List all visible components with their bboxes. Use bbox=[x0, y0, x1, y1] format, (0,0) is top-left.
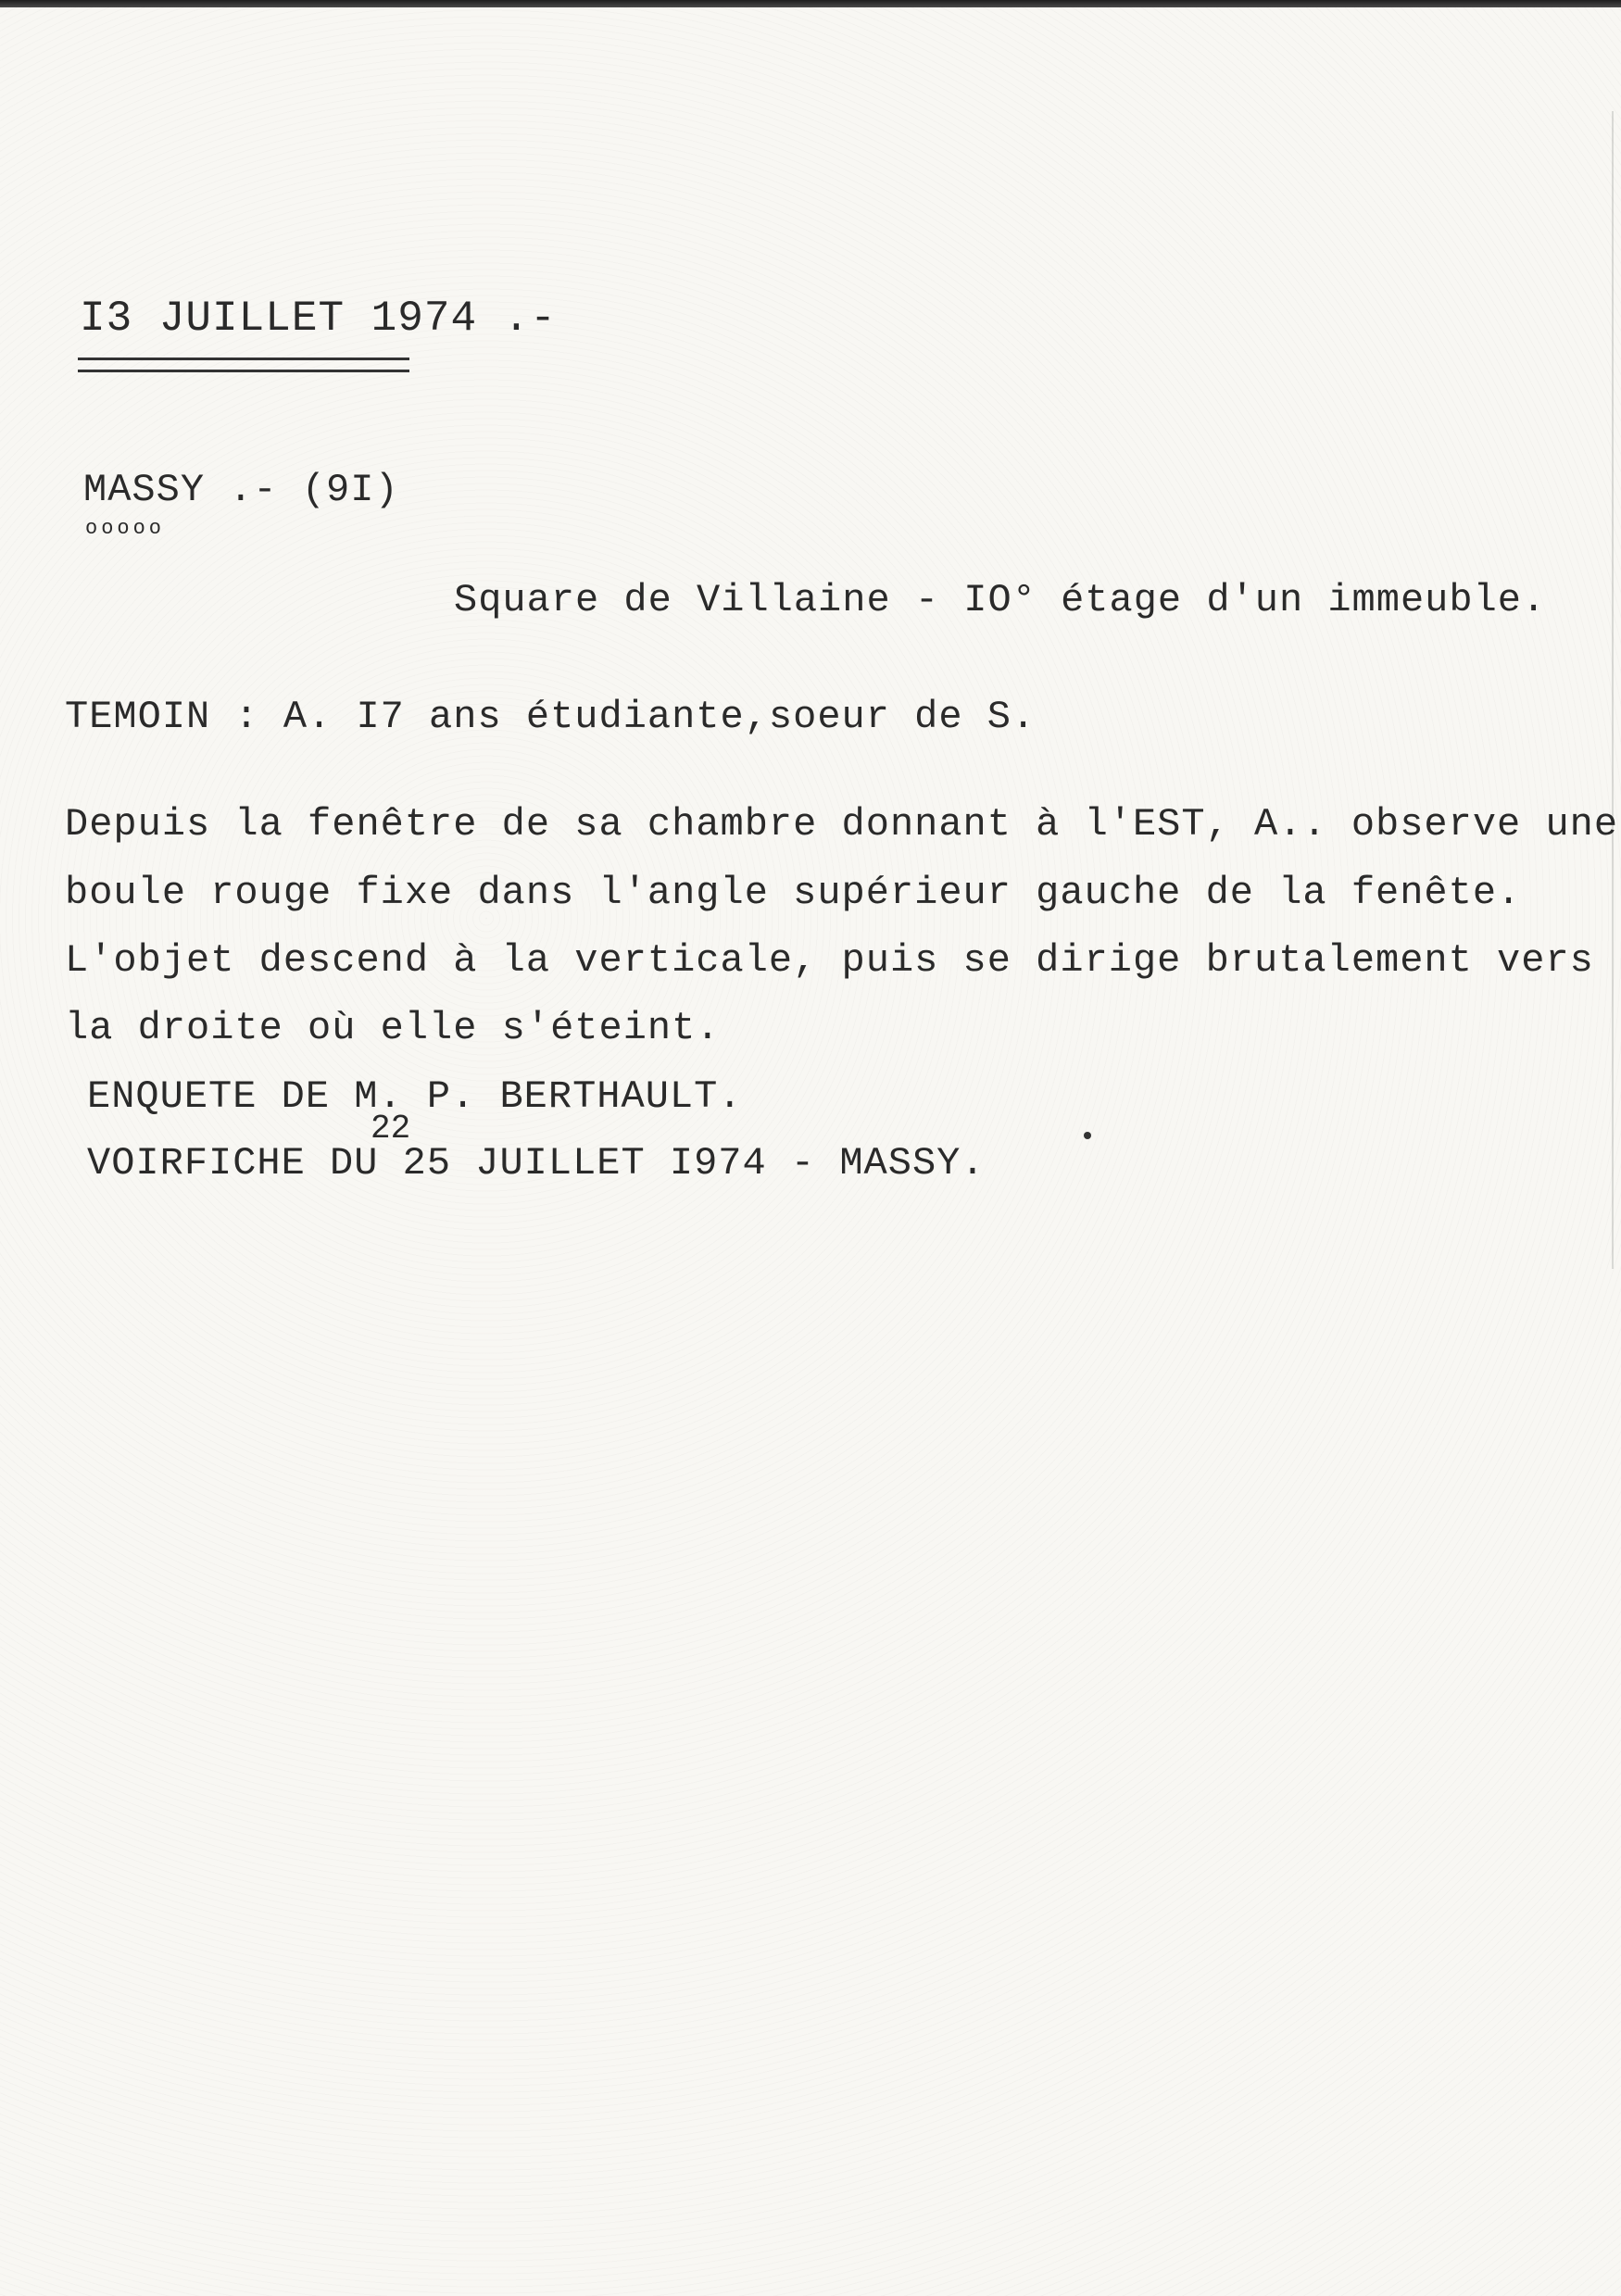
report-address: Square de Villaine - IO° étage d'un immeuble. bbox=[454, 578, 1547, 622]
date-underline bbox=[78, 358, 409, 372]
body-line-3: L'objet descend à la verticale, puis se dirige brutalement vers bbox=[65, 938, 1594, 983]
body-line-2: boule rouge fixe dans l'angle supérieur gauche de la fenête. bbox=[65, 871, 1522, 915]
body-line-4: la droite où elle s'éteint. bbox=[65, 1006, 721, 1050]
voir-fiche-line: VOIRFICHE DU 25 JUILLET I974 - MASSY. bbox=[87, 1141, 986, 1186]
witness-line: TEMOIN : A. I7 ans étudiante,soeur de S. bbox=[65, 695, 1037, 739]
scan-top-edge bbox=[0, 0, 1621, 7]
body-line-1: Depuis la fenêtre de sa chambre donnant à l'EST, A.. observe une bbox=[65, 802, 1619, 847]
report-location: MASSY .- (9I) bbox=[83, 468, 399, 512]
report-date: I3 JUILLET 1974 .- bbox=[80, 295, 557, 343]
enquete-line: ENQUETE DE M. P. BERTHAULT. bbox=[87, 1074, 743, 1119]
handwritten-correction: 22 bbox=[371, 1110, 411, 1148]
scan-right-edge bbox=[1612, 111, 1614, 1269]
ink-dot bbox=[1084, 1132, 1091, 1139]
location-ornament: ooooo bbox=[85, 517, 166, 540]
